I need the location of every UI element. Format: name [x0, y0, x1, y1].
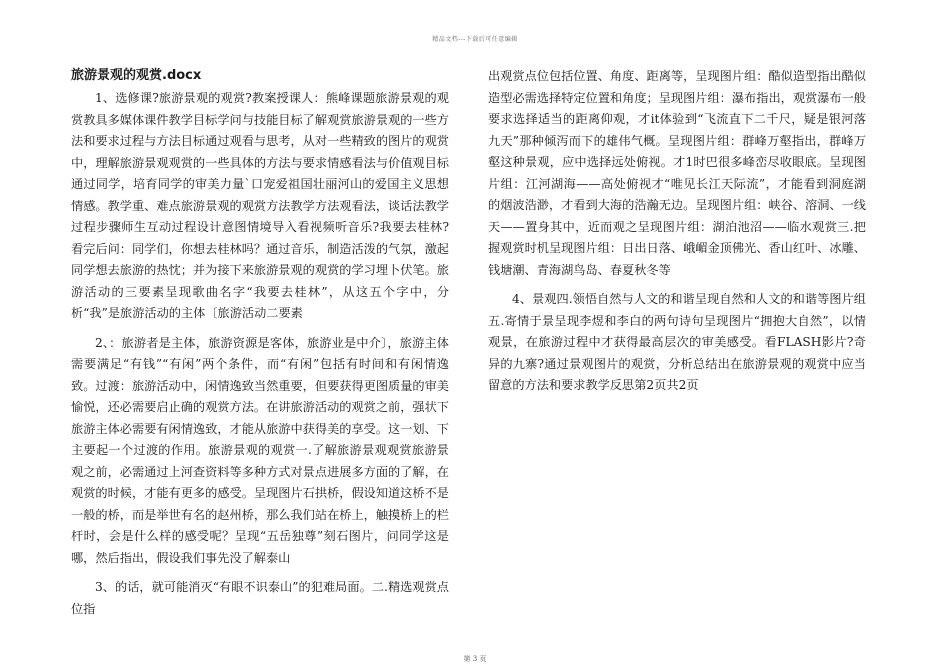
page-number: 第 3 页 [463, 655, 487, 663]
paragraph-2: 2、：旅游者是主体，旅游资源是客体，旅游业是中介〕，旅游主体需要满足“有钱”“有闲”两个条件，而“有闲”包括有时间和有闲情逸致。过渡：旅游活动中，闲情逸致当然重要，但要获得更图质量的审美愉悦，还必需要启止确的观赏方法。在讲旅游活动的观赏之前，强状下旅游主体必需要有闲情逸致，才能从旅游中获得美的享受。这一划、下主要起一个过渡的作用。旅游景观的观赏一.了解旅游景观观赏旅游景观之前，必需通过上河查资料等多种方式对景点进展多方面的了解，在观赏的时候，才能有更多的感受。呈现图片石拱桥，假设知道这桥不是一般的桥，而是举世有名的赵州桥，那么我们站在桥上，触摸桥上的栏杆时，会是什么样的感受呢？呈现“五岳独尊”刻石图片，问同学这是哪，然后指出，假设我们事先没了解泰山 [71, 335, 449, 565]
document-title: 旅游景观的观赏.docx [71, 68, 202, 83]
page-header: 精品文档---下载后可任意编辑 [432, 36, 518, 43]
paragraph-3: 3、的话，就可能消灭“有眼不识泰山”的犯难局面。二.精选观赏点位指 [71, 580, 449, 616]
paragraph-4: 4、景观四.领悟自然与人文的和谐呈现自然和人文的和谐等图片组五.寄情于景呈现李煜和李白的两句诗句呈现图片“拥抱大自然”，以情观景，在旅游过程中才获得最高层次的审美感受。看FLASH影片?奇异的九寨?通过景观图片的观赏，分析总结出在旅游景观的观赏中应当留意的方法和要求教学反思第2页共2页 [488, 292, 866, 392]
paragraph-1: 1、选修课?旅游景观的观赏?教案授课人：熊峰课题旅游景观的观赏教具多媒体课件教学目标学问与技能目标了解观赏旅游景观的一些方法和要求过程与方法目标通过观看与思考，从对一些精致的图片的观赏中，理解旅游景观观赏的一些具体的方法与要求情感看法与价值观目标通过同学，培育同学的审美力量`口宠爱祖国壮丽河山的爱国主义思想情感。教学重、难点旅游景观的观赏方法教学方法观看法，谈话法教学过程步骤师生互动过程设计意图情境导入看视频听音乐?我要去桂林?看完后问：同学们，你想去桂林吗？通过音乐，制造活泼的气氛，激起同学想去旅游的热忱；并为接下来旅游景观的观赏的学习埋卜伏笔。旅游活动的三要素呈现歌曲名字“我要去桂林”，从这五个字中，分析“我”是旅游活动的主体〔旅游活动二要素 [71, 91, 449, 320]
paragraph-3-continued: 出观赏点位包括位置、角度、距离等，呈现图片组：酷似造型指出酷似造型必需选择特定位置和角度；呈现图片组：瀑布指出，观赏瀑布一般要求选择适当的距离仰观，才it体验到“飞流直下二千尺，疑是银河落九天”那种倾泻而下的雄伟气概。呈现图片组：群峰万壑指出，群峰万壑这种景观，应中选择远处俯视。才1时巴很多峰峦尽收眼底。呈现图片组：江河湖海——高处俯视才“唯见长江天际流”，才能看到洞庭湖的烟波浩渺，才看到大海的浩瀚无边。呈现图片组：峡谷、溶洞、一线天——置身其中，近而观之呈现图片组：湖泊池沼——临水观赏三.把握观赏时机呈现图片组：日出日落、峨嵋金顶佛光、香山红叶、冰雕、钱塘潮、青海湖鸟岛、春夏秋冬等 [488, 69, 866, 277]
left-column [71, 66, 449, 628]
right-column [488, 66, 866, 405]
